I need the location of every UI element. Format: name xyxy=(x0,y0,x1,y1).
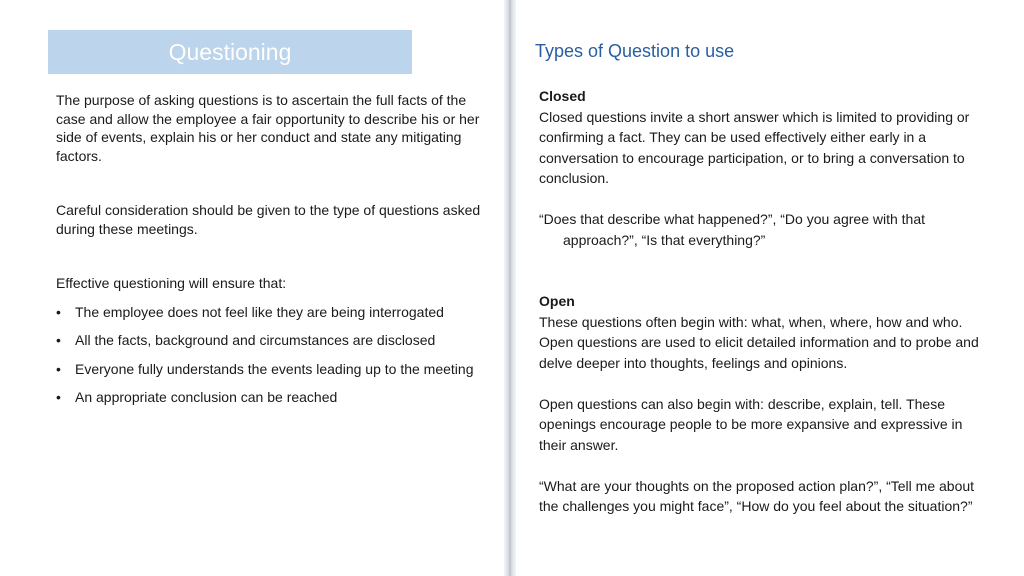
left-column xyxy=(56,91,486,417)
right-column xyxy=(539,86,991,517)
bullet-item: • All the facts, background and circumstances are disclosed xyxy=(56,331,486,350)
bullet-item: • The employee does not feel like they are being interrogated xyxy=(56,303,486,322)
questioning-header: Questioning xyxy=(48,30,412,74)
bullet-item: • Everyone fully understands the events leading up to the meeting xyxy=(56,360,486,379)
open-heading: Open xyxy=(539,293,575,309)
consideration-paragraph: Careful consideration should be given to the type of questions asked during these meetings. xyxy=(56,202,481,237)
open-examples: “What are your thoughts on the proposed action plan?”, “Tell me about the challenges you might face”, “How do you feel about the situation?” xyxy=(539,477,975,514)
closed-examples: “Does that describe what happened?”, “Do you agree with that approach?”, “Is that everything?” xyxy=(539,211,926,248)
effective-bullet-list xyxy=(56,303,486,407)
closed-heading: Closed xyxy=(539,88,586,104)
open-text-2: Open questions can also begin with: describe, explain, tell. These openings encourage people to be more expansive and expressive in their answer. xyxy=(539,395,963,453)
bullet-item: • An appropriate conclusion can be reached xyxy=(56,388,486,407)
purpose-paragraph: The purpose of asking questions is to ascertain the full facts of the case and allow the employee a fair opportunity to describe his or her side of events, explain his or her conduct and state any mitigating factors. xyxy=(56,92,480,164)
effective-intro: Effective questioning will ensure that: xyxy=(56,275,287,291)
open-text-1: These questions often begin with: what, when, where, how and who. Open questions are used to elicit detailed information and to probe and delve deeper into thoughts, feelings and opinions. xyxy=(539,313,979,371)
types-title: Types of Question to use xyxy=(535,41,735,61)
closed-text: Closed questions invite a short answer which is limited to providing or confirming a fact. They can be used effectively either early in a conversation to encourage participation, or to bring a conversation to conclusion. xyxy=(539,108,970,186)
column-divider xyxy=(504,0,516,576)
